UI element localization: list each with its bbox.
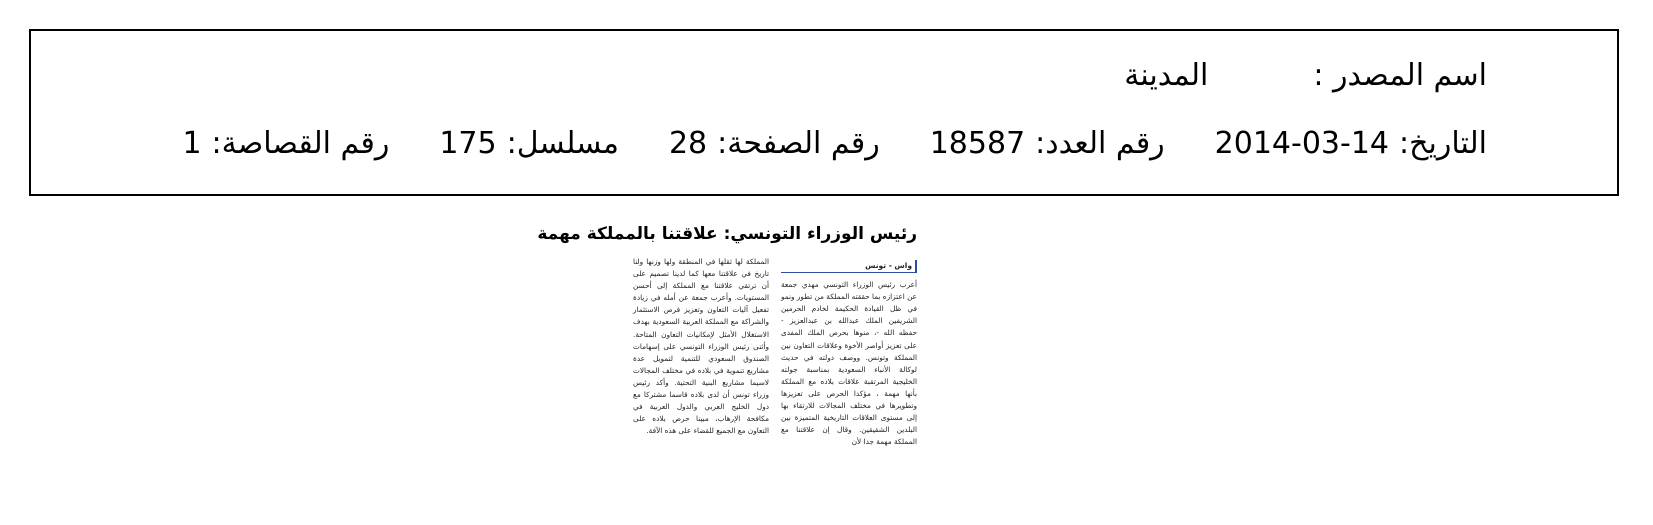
article-text-left: المملكة لها ثقلها في المنطقة ولها وزنها ولنا تاريخ في علاقتنا معها كما لدينا تصميم على أن ترتقي علاقتنا مع المملكة إلى أحسن المستويات. وأعرب جمعة عن أمله في زيادة تفعيل آليات التعاون وتعزيز فرص الاستثمار والشراكة مع المملكة العربية السعودية بهدف الاستغلال الأمثل لإمكانيات التعاون المتاحة. وأثنى رئيس الوزراء التونسي على إسهامات الصندوق السعودي للتنمية لتمويل عدة مشاريع تنموية في بلاده في مختلف المجالات لاسيما مشاريع البنية التحتية. وأكد رئيس وزراء تونس أن لدى بلاده قاسما مشتركا مع دول الخليج العربي والدول العربية في مكافحة الإرهاب، مبينا حرص بلاده على التعاون مع الجميع للقضاء على هذه الآفة. [633,257,769,436]
page-label: رقم الصفحة: [717,125,880,161]
serial-field [439,126,619,161]
page-field [669,126,880,161]
article-byline: واس - تونس [781,260,917,273]
source-value: المدينة [1124,57,1209,93]
date-value: 2014-03-14 [1214,125,1390,161]
article-headline: رئيس الوزراء التونسي: علاقتنا بالمملكة مهمة [537,224,917,244]
newspaper-clipping [537,224,917,474]
date-field [1215,126,1487,161]
source-row [1124,55,1487,95]
source-label: اسم المصدر : [1313,57,1487,93]
clipping-info-box [29,29,1619,196]
issue-label: رقم العدد: [1035,125,1165,161]
date-label: التاريخ: [1399,125,1487,161]
clip-number-value: 1 [182,125,202,161]
article-text-right: أعرب رئيس الوزراء التونسي مهدي جمعة عن اعتزازه بما حققته المملكة من تطور ونمو في ظل القيادة الحكيمة لخادم الحرمين الشريفين الملك عبدالله بن عبدالعزيز - حفظه الله -، منوها بحرص الملك المفدى على تعزيز أواصر الأخوة وعلاقات التعاون بين المملكة وتونس. ووصف دولته في حديث لوكالة الأنباء السعودية بمناسبة جولته الخليجية المرتقبة علاقات بلاده مع المملكة بأنها مهمة ، مؤكدا الحرص على تعزيزها وتطويرها في مختلف المجالات للارتقاء بها إلى مستوى العلاقات التاريخية المتميزة بين البلدين الشقيقين. وقال إن علاقتنا مع المملكة مهمة جدا لأن [781,280,917,447]
serial-label: مسلسل: [506,125,619,161]
article-column-left [633,256,769,437]
issue-value: 18587 [929,125,1026,161]
page-value: 28 [668,125,708,161]
details-row [182,123,1487,163]
serial-value: 175 [439,125,497,161]
clip-number-field [182,126,389,161]
issue-field [930,126,1165,161]
clip-number-label: رقم القصاصة: [211,125,390,161]
article-column-right [781,260,917,448]
